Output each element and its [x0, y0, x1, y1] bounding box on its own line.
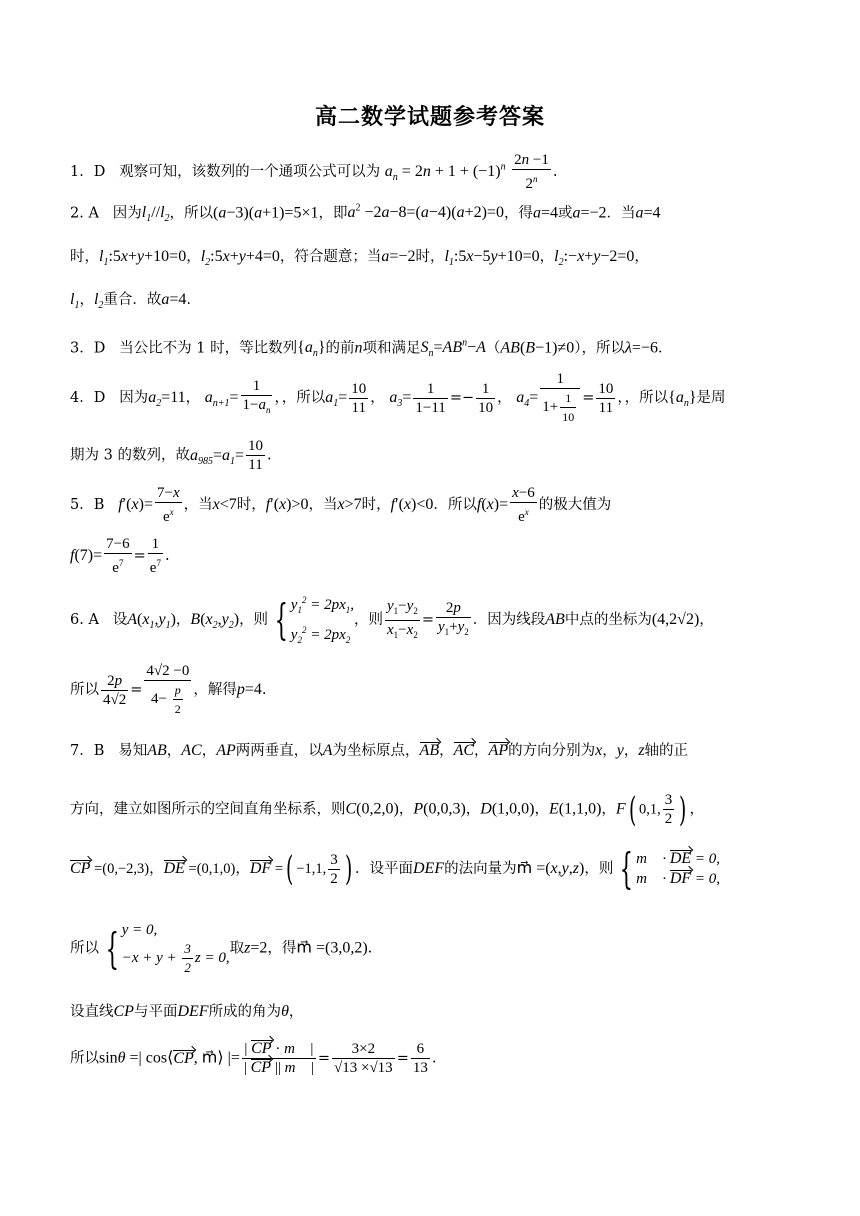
answer-7-line5: 设直线CP与平面DEF所成的角为θ，	[70, 1003, 304, 1020]
answer-1: 1．D 观察可知，该数列的一个通项公式可以为 $a_n = 2n + 1 + (-1)^n$ $\frac{2n -1}{2^n}$ .	[70, 152, 558, 192]
answer-3: 3．D 当公比不为 1 时，等比数列$\{a_n\}$的前n项和满足$S_n=AB^n-A(AB(B-1)\ne 0)$，所以λ=−6．	[70, 338, 673, 360]
answer-6: 6. A 设$A(x_1,y_1)$，$B(x_2,y_2)$，则 { $y_1^2 = 2px_1$, $y_2^2 = 2px_2$，则 $\frac{y_1-y_2}{x_1-x_2}$ = $\frac{2p}{y_1+y_2}$ ．因为线段AB中点的坐标为(4,2√2)，	[70, 595, 714, 645]
answer-6-line2: 所以 $\frac{2p}{4√2}$ = 4√2 −0 4− $\frac{p}{2}$ ，解得p=4.	[70, 663, 267, 716]
answer-4: 4．D 因为$a_2=11$， $a_{n+1}=$ $\frac{1}{1-a_n}$ ，，所以$a_1=$ $\frac{10}{11}$ ， $a_3=$ $\frac{1}{1-11}$ =− $\frac{1}{10}$ ， $a_4=$ 1 1+ $\frac{1}{10}$ = $\frac{10}{11}$ ，，所以$\{a_n\}$是周	[70, 371, 726, 424]
answer-7-line2: 方向，建立如图所示的空间直角坐标系，则C(0,2,0)，P(0,0,3)，D(1,0,0)，E(1,1,0)，F( 0,1, $\frac{3}{2}$ ) ，	[70, 789, 704, 830]
answer-4-line2: 期为 3 的数列，故$a_{985}=a_1=$ $\frac{10}{11}$ .	[70, 438, 272, 473]
answer-7-line4: 所以 { y = 0, −x + y + $\frac{3}{2}$ z = 0,取z=2，得m⃗ =(3,0,2).	[70, 922, 373, 975]
answer-7-line6: 所以sinθ =| cos⟨CP, m⃗⟩ |= $\frac{| CP \cdot m⃗ |}{| CP || m⃗ |}$ = $\frac{3\times 2}{√13 \times√13}$ = $\frac{6}{13}$ .	[70, 1040, 437, 1076]
answer-2-line2: 时，$l_1:5x+y+10=0$，$l_2:5x+y+4=0$，符合题意；当a=−2时，$l_1:5x-5y+10=0$，$l_2:-x+y-2=0$，	[70, 248, 649, 269]
page-title: 高二数学试题参考答案	[314, 105, 545, 130]
answer-2-line3: $l_1$，$l_2$重合．故a=4．	[70, 291, 201, 312]
answer-number: 1．D	[70, 164, 106, 180]
answer-7-line3: CP =(0,−2,3)，DE =(0,1,0)，DF =( −1,1, $\frac{3}{2}$ ) ．设平面DEF的法向量为m⃗ =(x,y,z)，则 { m⃗ · DE = 0, m⃗ · DF = 0,	[70, 844, 721, 893]
answer-2: 2. A 因为$l_1//l_2$，所以(a−3)(a+1)=5×1，即$a^2 -2a-8=(a-4)(a+2)=0$，得a=4或a=−2．当a=4	[70, 203, 661, 225]
answer-7: 7．B 易知AB，AC，AP两两垂直，以A为坐标原点，AB，AC，AP的方向分别为x，y，z轴的正	[70, 742, 689, 759]
answer-text: 观察可知，该数列的一个通项公式可以为	[119, 164, 381, 180]
answer-5-line2: f(7)= $\frac{7-6}{e^7}$ = $\frac{1}{e^7}$ .	[70, 536, 170, 576]
answer-5: 5．B f′(x)= $\frac{7-x}{e^x}$ ，当x<7时，f′(x)>0，当x>7时，f′(x)<0．所以f(x)= $\frac{x-6}{e^x}$ 的极大值为	[70, 485, 612, 525]
